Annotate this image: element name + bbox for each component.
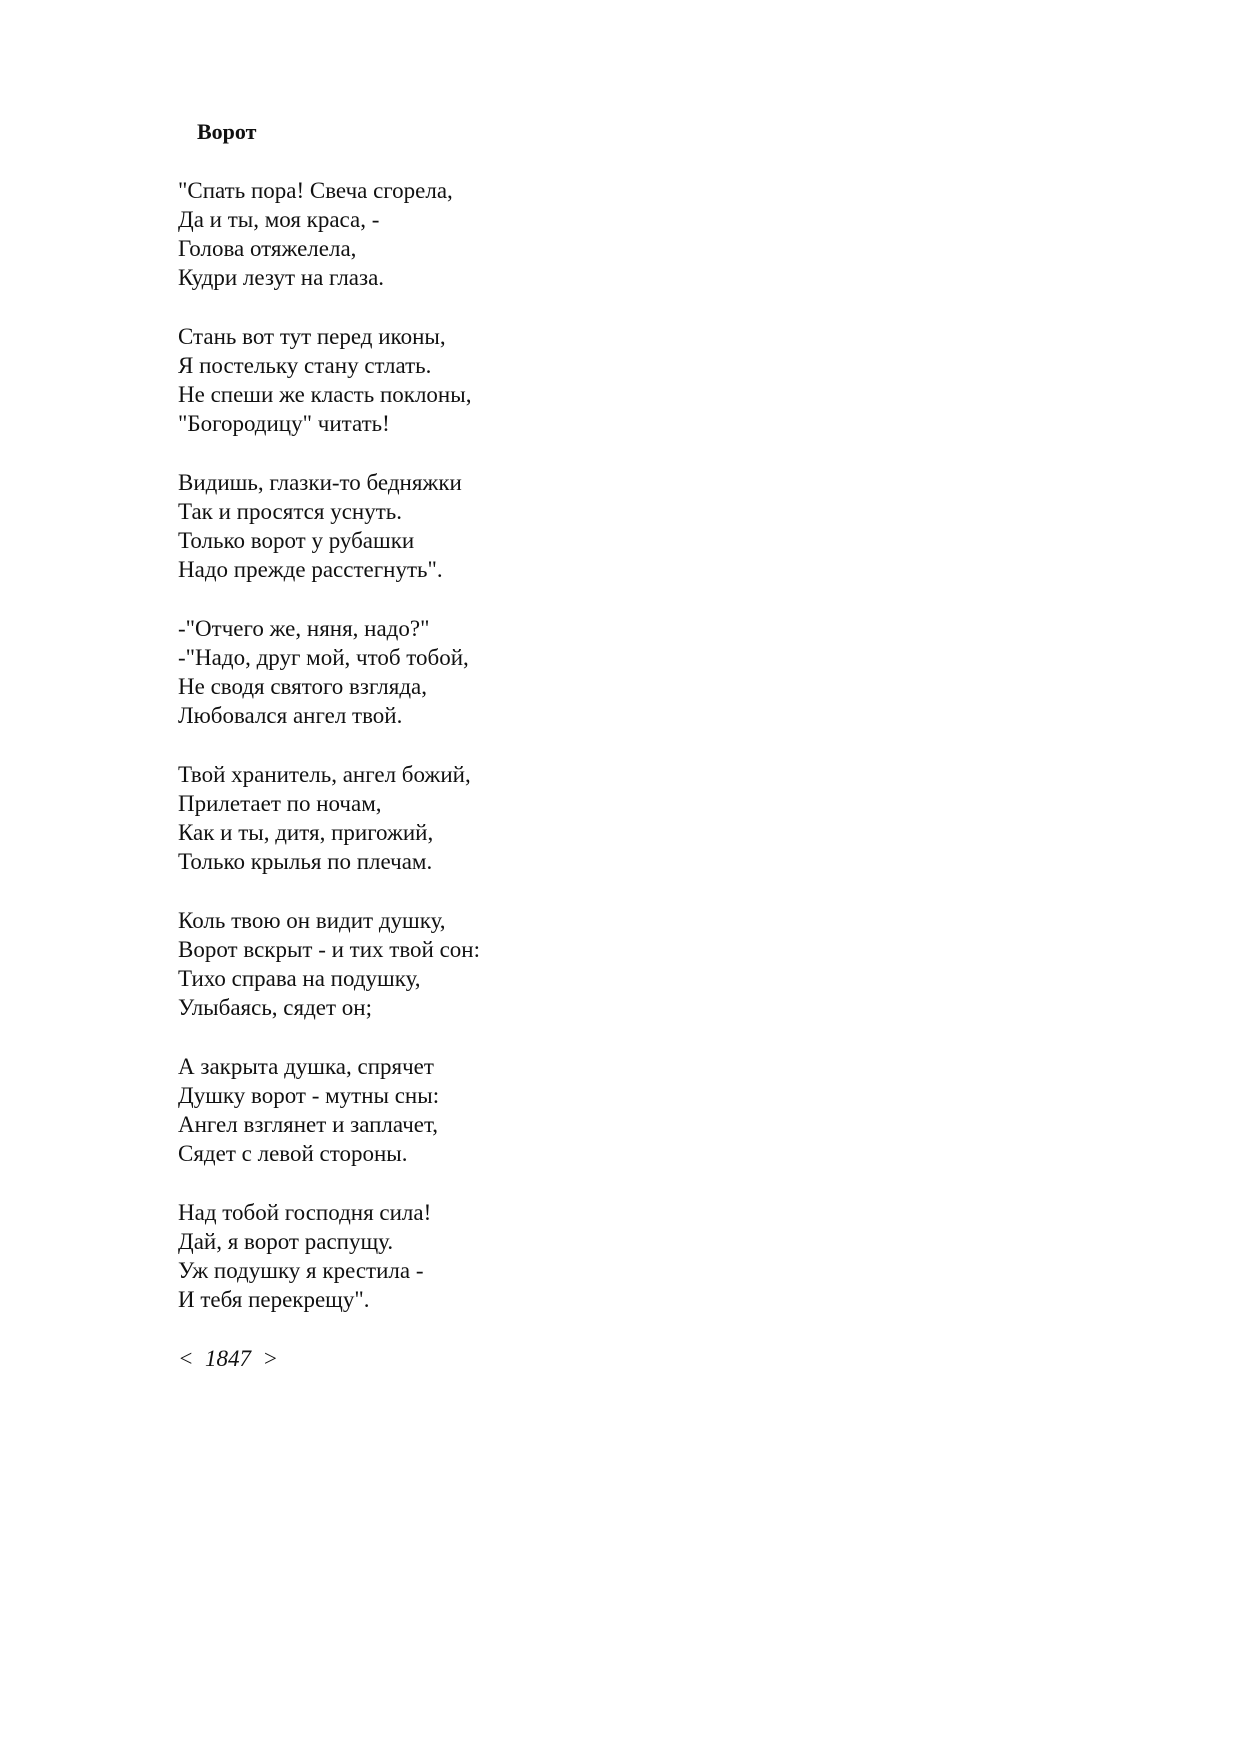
poem-line: Только ворот у рубашки <box>178 528 415 553</box>
stanza <box>178 322 480 438</box>
poem-line: Прилетает по ночам, <box>178 791 382 816</box>
poem-line: Тихо справа на подушку, <box>178 966 421 991</box>
poem-line: Улыбаясь, сядет он; <box>178 995 373 1020</box>
poem-line: Не сводя святого взгляда, <box>178 674 427 699</box>
poem-line: Твой хранитель, ангел божий, <box>178 762 471 787</box>
poem-line: Дай, я ворот распущу. <box>178 1229 394 1254</box>
stanza <box>178 468 480 584</box>
stanza <box>178 906 480 1022</box>
poem-line: Надо прежде расстегнуть". <box>178 557 443 582</box>
poem-body <box>178 176 480 1373</box>
poem-title: Ворот <box>197 119 257 144</box>
poem-line: -"Отчего же, няня, надо?" <box>178 616 430 641</box>
poem-line: И тебя перекрещу". <box>178 1287 370 1312</box>
poem-line: Сядет с левой стороны. <box>178 1141 408 1166</box>
poem-line: Да и ты, моя краса, - <box>178 207 380 232</box>
stanza <box>178 760 480 876</box>
poem-line: Как и ты, дитя, пригожий, <box>178 820 434 845</box>
poem-date: < 1847 > <box>178 1346 279 1371</box>
poem-line: Ангел взглянет и заплачет, <box>178 1112 439 1137</box>
poem-line: "Спать пора! Свеча сгорела, <box>178 178 453 203</box>
poem-line: Уж подушку я крестила - <box>178 1258 424 1283</box>
poem-line: Душку ворот - мутны сны: <box>178 1083 440 1108</box>
poem-line: Ворот вскрыт - и тих твой сон: <box>178 937 480 962</box>
poem-line: А закрыта душка, спрячет <box>178 1054 434 1079</box>
poem-line: Стань вот тут перед иконы, <box>178 324 446 349</box>
stanza <box>178 1052 480 1168</box>
poem-line: Только крылья по плечам. <box>178 849 433 874</box>
poem-line: Так и просятся уснуть. <box>178 499 403 524</box>
poem-line: "Богородицу" читать! <box>178 411 390 436</box>
poem-line: Любовался ангел твой. <box>178 703 403 728</box>
poem-line: Не спеши же класть поклоны, <box>178 382 472 407</box>
poem-line: -"Надо, друг мой, чтоб тобой, <box>178 645 469 670</box>
poem-line: Видишь, глазки-то бедняжки <box>178 470 462 495</box>
stanza <box>178 1198 480 1314</box>
stanza <box>178 176 480 292</box>
poem-line: Коль твою он видит душку, <box>178 908 446 933</box>
poem-line: Голова отяжелела, <box>178 236 357 261</box>
poem-line: Кудри лезут на глаза. <box>178 265 385 290</box>
poem-line: Я постельку стану стлать. <box>178 353 432 378</box>
poem-line: Над тобой господня сила! <box>178 1200 432 1225</box>
stanza <box>178 614 480 730</box>
